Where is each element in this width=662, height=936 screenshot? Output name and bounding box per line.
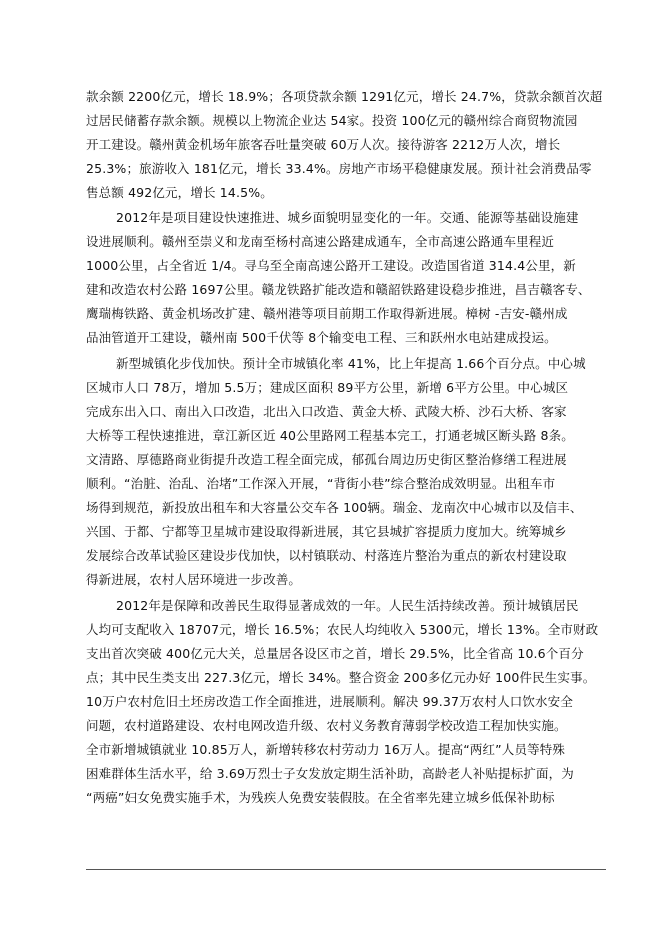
text-line: 过居民储蓄存款余额。规模以上物流企业达 54家。投资 100亿元的赣州综合商贸物流园 — [86, 113, 578, 128]
text-line: 鹰瑞梅铁路、黄金机场改扩建、赣州港等项目前期工作取得新进展。樟树 -吉安-赣州成 — [86, 306, 568, 321]
text-line: 品油管道开工建设，赣州南 500千伏等 8个输变电工程、三和跃州水电站建成投运。 — [86, 330, 557, 345]
text-line: 支出首次突破 400亿元大关，总量居各设区市之首，增长 29.5%，比全省高 10.6个百分 — [86, 646, 584, 661]
text-line: 设进展顺利。赣州至崇义和龙南至杨村高速公路建成通车，全市高速公路通车里程近 — [86, 234, 555, 249]
text-line: 文清路、厚德路商业街提升改造工程全面完成，郁孤台周边历史街区整治修缮工程进展 — [86, 452, 567, 467]
paragraph-first-line: 2012年是保障和改善民生取得显著成效的一年。人民生活持续改善。预计城镇居民 — [116, 598, 579, 613]
text-line: 售总额 492亿元，增长 14.5%。 — [86, 185, 273, 200]
text-line: 点；其中民生类支出 227.3亿元，增长 34%。整合资金 200多亿元办好 100件民生实事。 — [86, 670, 596, 685]
paragraph-first-line: 2012年是项目建设快速推进、城乡面貌明显变化的一年。交通、能源等基础设施建 — [116, 210, 579, 225]
text-line: 困难群体生活水平，给 3.69万烈士子女发放定期生活补助，高龄老人补贴提标扩面，为 — [86, 766, 574, 781]
text-line: 场得到规范，新投放出租车和大容量公交车各 100辆。瑞金、龙南次中心城市以及信丰、 — [86, 500, 583, 515]
text-line: 完成东出入口、南出入口改造，北出入口改造、黄金大桥、武陵大桥、沙石大桥、客家 — [86, 404, 567, 419]
text-line: 款余额 2200亿元，增长 18.9%；各项贷款余额 1291亿元，增长 24.7%，贷款余额首次超 — [86, 89, 603, 104]
text-line: 建和改造农村公路 1697公里。赣龙铁路扩能改造和赣韶铁路建设稳步推进，昌吉赣客专、 — [86, 282, 591, 297]
text-line: 兴国、于都、宁都等卫星城市建设取得新进展，其它县城扩容提质力度加大。统筹城乡 — [86, 524, 567, 539]
text-line: 人均可支配收入 18707元，增长 16.5%；农民人均纯收入 5300元，增长 13%。全市财政 — [86, 622, 599, 637]
text-line: 大桥等工程快速推进，章江新区近 40公里路网工程基本完工，打通老城区断头路 8条。 — [86, 428, 574, 443]
text-line: 区城市人口 78万，增加 5.5万；建成区面积 89平方公里，新增 6平方公里。中心城区 — [86, 380, 569, 395]
text-line: 开工建设。赣州黄金机场年旅客吞吐量突破 60万人次。接待游客 2212万人次，增长 — [86, 137, 561, 152]
text-line: 1000公里，占全省近 1/4。寻乌至全南高速公路开工建设。改造国省道 314.4公里，新 — [86, 258, 576, 273]
text-line: 25.3%；旅游收入 181亿元，增长 33.4%。房地产市场平稳健康发展。预计社会消费品零 — [86, 161, 592, 176]
text-line: 问题，农村道路建设、农村电网改造升级、农村义务教育薄弱学校改造工程加快实施。 — [86, 718, 567, 733]
footer-divider — [86, 869, 606, 870]
text-line: 10万户农村危旧土坯房改造工作全面推进，进展顺利。解决 99.37万农村人口饮水安全 — [86, 694, 573, 709]
paragraph-first-line: 新型城镇化步伐加快。预计全市城镇化率 41%，比上年提高 1.66个百分点。中心城 — [116, 356, 586, 371]
text-line: “两癌”妇女免费实施手术，为残疾人免费安装假肢。在全省率先建立城乡低保补助标 — [86, 790, 555, 805]
text-line: 得新进展，农村人居环境进一步改善。 — [86, 572, 302, 587]
text-line: 全市新增城镇就业 10.85万人，新增转移农村劳动力 16万人。提高“两红”人员等特殊 — [86, 742, 566, 757]
text-line: 发展综合改革试验区建设步伐加快，以村镇联动、村落连片整治为重点的新农村建设取 — [86, 548, 567, 563]
text-line: 顺利。“治脏、治乱、治堵”工作深入开展，“背街小巷”综合整治成效明显。出租车市 — [86, 476, 556, 491]
